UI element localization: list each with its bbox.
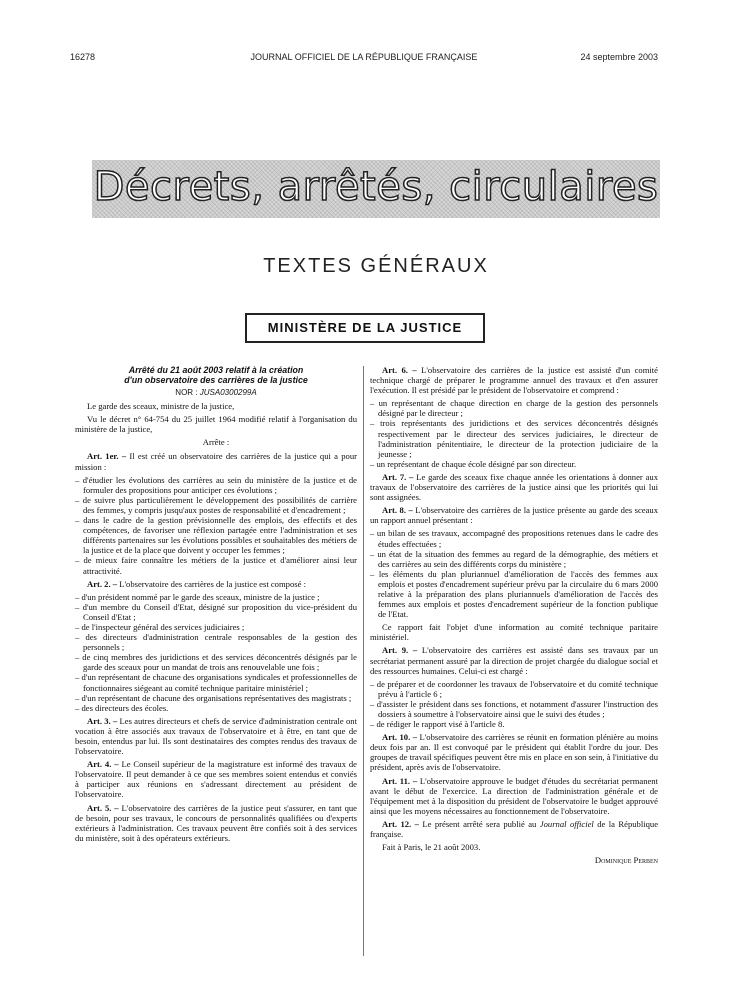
article-7-label: Art. 7. –	[382, 471, 414, 482]
decree-title	[75, 365, 357, 385]
nor-code: JUSA0300299A	[199, 388, 257, 397]
article-5-text: L'observatoire des carrières de la justice peut s'assurer, en tant que de besoin, pour ses travaux, le concours de personnalités qualifiées ou d'experts extérieurs à l'administration. Ces travaux peuvent être confiés soit à des services du ministère, soit à des opérateurs extérieurs.	[75, 802, 357, 843]
article-9-label: Art. 9. –	[382, 645, 418, 656]
article-2-label: Art. 2. –	[87, 578, 118, 589]
list-item: – de suivre plus particulièrement le développement des possibilités de carrière des femmes, y compris jusqu'aux postes de responsabilité et d'encadrement ;	[75, 495, 357, 515]
article-10-label: Art. 10. –	[382, 732, 418, 743]
list-item: – de l'inspecteur général des services judiciaires ;	[75, 622, 357, 632]
article-8-list	[370, 528, 658, 619]
article-6	[370, 365, 658, 395]
article-3-label: Art. 3. –	[87, 715, 118, 726]
article-5-label: Art. 5. –	[87, 802, 119, 813]
left-column	[75, 365, 357, 846]
decree-title-line1: Arrêté du 21 août 2003 relatif à la création	[128, 365, 304, 375]
list-item: – d'un représentant de chacune des organisations représentatives des magistrats ;	[75, 693, 357, 703]
article-9-text: L'observatoire des carrières est assisté dans ses travaux par un secrétariat permanent assuré par la direction de projet chargée du dialogue social et des ressources humaines. Celui-ci est chargé :	[370, 645, 658, 676]
article-6-text: L'observatoire des carrières de la justice est assisté d'un comité technique chargé de préparer le programme annuel des travaux et d'en assurer l'exécution. Il est présidé par le président de l'observatoire et comprend :	[370, 365, 658, 396]
list-item: – d'un président nommé par le garde des sceaux, ministre de la justice ;	[75, 592, 357, 602]
article-4	[75, 759, 357, 799]
article-12-text-after: de la République française.	[370, 818, 659, 840]
column-divider	[363, 366, 364, 956]
journal-title: JOURNAL OFFICIEL DE LA RÉPUBLIQUE FRANÇAISE	[250, 52, 478, 62]
article-12-label: Art. 12. –	[382, 818, 419, 829]
list-item: – un représentant de chaque direction en charge de la gestion des personnels désigné par le directeur ;	[370, 398, 658, 418]
list-item: – d'étudier les évolutions des carrières au sein du ministère de la justice et de formuler des propositions pour anticiper ces évolutions ;	[75, 475, 357, 495]
preamble-2: Vu le décret n° 64-754 du 25 juillet 1964 modifié relatif à l'organisation du ministère de la justice,	[75, 414, 357, 435]
article-1-label: Art. 1er. –	[87, 451, 127, 462]
preamble-1: Le garde des sceaux, ministre de la justice,	[87, 401, 235, 412]
list-item: – des directeurs d'administration centrale responsables de la gestion des personnels ;	[75, 632, 357, 652]
article-3-text: Les autres directeurs et chefs de service d'administration centrale ont vocation à être associés aux travaux de l'observatoire et à être, en tant que de besoin, entendus par lui. Ils sont destinataires des comptes rendus des travaux de l'observatoire.	[75, 715, 357, 757]
article-8-label: Art. 8. –	[382, 505, 413, 516]
page-number: 16278	[70, 52, 96, 62]
list-item: – un représentant de chaque école désigné par son directeur.	[370, 459, 658, 469]
list-item: – dans le cadre de la gestion prévisionnelle des emplois, des effectifs et des compétences, de favoriser une réflexion partagée entre l'administration et ses différents partenaires sur les évolutions possibles et souhaitables des métiers de la justice et de la place que doivent y occuper les femmes ;	[75, 515, 357, 555]
nor-label: NOR :	[175, 388, 198, 397]
article-10-text: L'observatoire des carrières se réunit en formation plénière au moins deux fois par an. Il est convoqué par le président qui établit l'ordre du jour. Des groupes de travail spécifiques peuvent être mis en place en son sein, à l'initiative du président, après avis de l'observatoire.	[370, 732, 658, 773]
banner-title: Décrets, arrêtés, circulaires	[93, 164, 659, 210]
article-8-after: Ce rapport fait l'objet d'une information au comité technique paritaire ministériel.	[370, 622, 658, 643]
article-11-label: Art. 11. –	[382, 775, 418, 786]
article-11-text: L'observatoire approuve le budget d'études du secrétariat permanent avant le début de l'exercice. La direction de l'administration générale et de l'équipement met à la disposition du président de l'observatoire le budget approuvé ainsi que les moyens nécessaires au fonctionnement de l'observatoire.	[370, 775, 658, 816]
article-10	[370, 732, 658, 772]
article-7-text: Le garde des sceaux fixe chaque année les orientations à donner aux travaux de l'observatoire des carrières de la justice ainsi que les priorités qui lui sont assignées.	[370, 471, 658, 503]
article-6-list	[370, 398, 658, 469]
journal-officiel-ref: Journal officiel	[539, 818, 594, 829]
arrete-line: Arrête :	[202, 437, 230, 448]
list-item: – de préparer et de coordonner les travaux de l'observatoire et du comité technique prévu à l'article 6 ;	[370, 679, 658, 699]
list-item: – trois représentants des juridictions et des services déconcentrés désignés respectivement par le directeur des services judiciaires, le directeur de l'administration pénitentiaire, le directeur de la protection judiciaire de la jeunesse ;	[370, 418, 658, 458]
article-8	[370, 505, 658, 525]
list-item: – des directeurs des écoles.	[75, 703, 357, 713]
article-7	[370, 472, 658, 502]
article-12-text-before: Le présent arrêté sera publié au	[422, 818, 537, 829]
signature: Dominique Perben	[594, 855, 658, 866]
list-item: – d'un représentant de chacune des organisations syndicales et professionnelles de fonctionnaires siégeant au comité technique paritaire ministériel ;	[75, 672, 357, 692]
list-item: – d'un membre du Conseil d'Etat, désigné sur proposition du vice-président du Conseil d'Etat ;	[75, 602, 357, 622]
article-5	[75, 803, 357, 843]
list-item: – les éléments du plan pluriannuel d'amélioration de l'accès des femmes aux emplois et postes d'encadrement supérieur prévu par la circulaire du 6 mars 2000 relative à la préparation des plans pluriannuels d'amélioration de l'accès des femmes aux emplois et postes d'encadrement supérieur de la fonction publique de l'Etat.	[370, 569, 658, 619]
article-3	[75, 716, 357, 756]
article-4-label: Art. 4. –	[87, 759, 119, 770]
list-item: – un bilan de ses travaux, accompagné des propositions retenues dans le cadre des études effectuées ;	[370, 528, 658, 548]
article-2-list	[75, 592, 357, 713]
ministry-box: MINISTÈRE DE LA JUSTICE	[245, 313, 485, 343]
article-9-list	[370, 679, 658, 729]
publication-date: 24 septembre 2003	[580, 52, 658, 62]
list-item: – de rédiger le rapport visé à l'article 8.	[370, 719, 658, 729]
list-item: – de cinq membres des juridictions et des services déconcentrés désignés par le garde des sceaux pour un mandat de trois ans renouvelable une fois ;	[75, 652, 357, 672]
decree-title-line2: d'un observatoire des carrières de la justice	[124, 375, 308, 385]
article-11	[370, 776, 658, 816]
article-6-label: Art. 6. –	[382, 365, 417, 375]
list-item: – un état de la situation des femmes au regard de la démographie, des métiers et des carrières au sein des différents corps du ministère ;	[370, 549, 658, 569]
article-1-text: Il est créé un observatoire des carrières de la justice qui a pour mission :	[75, 451, 357, 472]
article-8-text: L'observatoire des carrières de la justice présente au garde des sceaux un rapport annuel présentant :	[370, 505, 658, 526]
section-title: TEXTES GÉNÉRAUX	[263, 255, 489, 277]
article-9	[370, 645, 658, 675]
nor-reference	[75, 388, 357, 398]
article-2-text: L'observatoire des carrières de la justice est composé :	[119, 578, 306, 589]
article-4-text: Le Conseil supérieur de la magistrature est informé des travaux de l'observatoire. Il peut demander à ce que ses membres soient entendus et conviés à participer aux réunions en s'adressant directement au président de l'observatoire.	[75, 759, 357, 800]
article-12	[370, 819, 658, 839]
done-line: Fait à Paris, le 21 août 2003.	[382, 842, 481, 853]
list-item: – d'assister le président dans ses fonctions, et notamment d'assurer l'instruction des dossiers à soumettre à l'observatoire ainsi que le suivi des études ;	[370, 699, 658, 719]
right-column	[370, 365, 658, 868]
list-item: – de mieux faire connaître les métiers de la justice et d'améliorer ainsi leur attractivité.	[75, 555, 357, 575]
article-2	[75, 579, 357, 589]
article-1-list	[75, 475, 357, 576]
article-1	[75, 451, 357, 471]
